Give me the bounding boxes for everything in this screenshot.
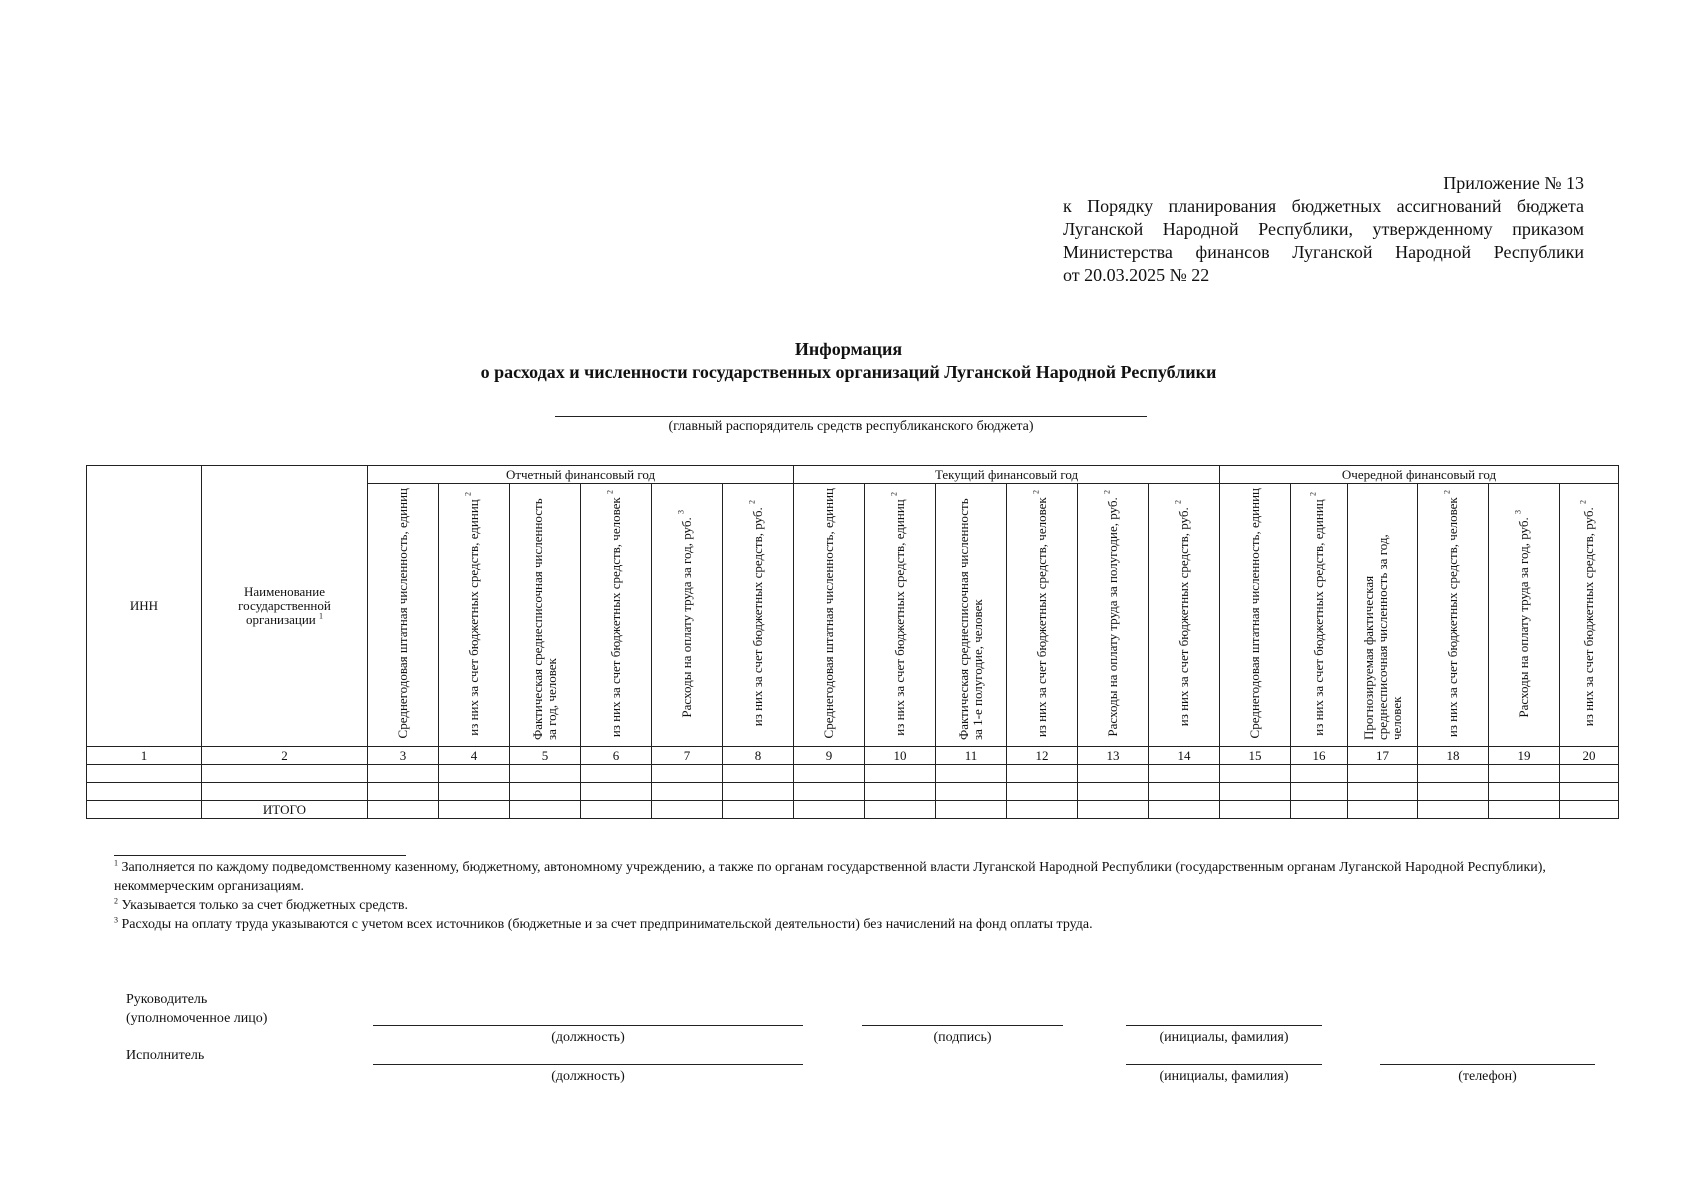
head-position-caption: (должность) [551, 1030, 625, 1045]
column-header-label: Среднегодовая штатная численность, единиц [395, 488, 410, 739]
footnote-ref: 3 [1513, 509, 1523, 514]
table-cell[interactable] [1007, 765, 1078, 783]
total-cell[interactable] [581, 801, 652, 819]
column-header-text [1102, 490, 1121, 737]
total-cell[interactable] [865, 801, 936, 819]
column-header-text [747, 500, 766, 727]
table-cell[interactable] [1078, 765, 1149, 783]
column-header-text [1362, 488, 1404, 740]
head-signature-caption: (подпись) [933, 1030, 992, 1045]
total-cell[interactable] [936, 801, 1007, 819]
column-number: 5 [510, 747, 581, 765]
column-header-text [1173, 500, 1192, 727]
footnote-mark: 2 [114, 896, 118, 906]
table-cell[interactable] [1348, 765, 1418, 783]
column-header [1489, 484, 1560, 747]
appendix-line: к Порядку планирования бюджетных ассигнований бюджета [1063, 196, 1584, 216]
table-cell[interactable] [865, 765, 936, 783]
head-label-sub: (уполномоченное лицо) [126, 1011, 268, 1026]
column-header [1220, 484, 1291, 747]
total-cell[interactable] [510, 801, 581, 819]
column-number: 18 [1418, 747, 1489, 765]
document-subtitle: о расходах и численности государственных организаций Луганской Народной Республики [480, 362, 1217, 382]
executor-initials-line [1126, 1064, 1322, 1065]
head-position-line [373, 1025, 803, 1026]
column-number: 1 [87, 747, 202, 765]
column-header-label: Расходы на оплату труда за год, руб. [1516, 516, 1532, 718]
footnote-text: Заполняется по каждому подведомственному казенному, бюджетному, автономному учреждению, а также по органам государственной власти Луганской Народной Республики (государственным органам Луганской Народной Республики), некоммерческим организациям. [114, 860, 1546, 894]
column-header [1007, 484, 1078, 747]
appendix-line: Луганской Народной Республики, утвержденному приказом [1063, 219, 1584, 239]
column-header-text [396, 488, 410, 738]
table-cell[interactable] [1489, 783, 1560, 801]
column-header [1348, 484, 1418, 747]
column-number: 9 [794, 747, 865, 765]
column-header-label: из них за счет бюджетных средств, единиц [1311, 498, 1327, 736]
column-header [865, 484, 936, 747]
column-header-label: из них за счет бюджетных средств, руб. [750, 507, 766, 727]
table-cell[interactable] [439, 765, 510, 783]
column-header-text [463, 491, 481, 736]
total-cell[interactable] [368, 801, 439, 819]
column-number: 4 [439, 747, 510, 765]
column-header-text [1442, 489, 1461, 738]
table-cell[interactable] [865, 783, 936, 801]
column-header-text [1248, 488, 1262, 738]
footnote-ref: 1 [319, 611, 324, 621]
table-cell[interactable] [1418, 783, 1489, 801]
column-header [1418, 484, 1489, 747]
total-cell[interactable] [1560, 801, 1619, 819]
total-cell[interactable] [1078, 801, 1149, 819]
total-label: ИТОГО [202, 801, 368, 819]
footnote-ref: 2 [463, 491, 473, 496]
table-cell[interactable] [1560, 783, 1619, 801]
column-header-text [822, 488, 836, 738]
column-header-label: из них за счет бюджетных средств, человек [1445, 497, 1461, 738]
column-number: 20 [1560, 747, 1619, 765]
footnote-text: Расходы на оплату труда указываются с учетом всех источников (бюджетные и за счет предпринимательской деятельности) без начислений на фонд оплаты труда. [121, 917, 1093, 932]
table-cell[interactable] [652, 783, 723, 801]
column-header-text [676, 509, 694, 718]
table-cell[interactable] [581, 765, 652, 783]
header-org-name [202, 466, 368, 747]
distributor-line [555, 416, 1147, 417]
total-cell[interactable] [87, 801, 202, 819]
column-header [794, 484, 865, 747]
footnote-mark: 1 [114, 858, 118, 868]
data-table [86, 465, 1619, 819]
head-initials-line [1126, 1025, 1322, 1026]
column-header-label: из них за счет бюджетных средств, человек [1034, 497, 1050, 738]
head-signature-line [862, 1025, 1063, 1026]
column-header-label: из них за счет бюджетных средств, человек [608, 497, 623, 738]
column-header-text [605, 489, 623, 738]
column-number: 8 [723, 747, 794, 765]
executor-initials-caption: (инициалы, фамилия) [1159, 1069, 1289, 1084]
header-org-name-text: Наименование государственной организации [238, 584, 331, 627]
column-number: 6 [581, 747, 652, 765]
column-header-text [1578, 500, 1597, 727]
appendix-line: Министерства финансов Луганской Народной Республики [1063, 242, 1584, 262]
table-cell[interactable] [1007, 783, 1078, 801]
column-header [439, 484, 510, 747]
column-header-text [531, 488, 559, 740]
total-cell[interactable] [723, 801, 794, 819]
group-current-year: Текущий финансовый год [794, 466, 1220, 484]
column-header-label: из них за счет бюджетных средств, руб. [1176, 507, 1192, 727]
table-cell[interactable] [1291, 783, 1348, 801]
column-header [723, 484, 794, 747]
table-cell[interactable] [1418, 765, 1489, 783]
footnote-ref: 2 [605, 489, 615, 494]
column-number: 2 [202, 747, 368, 765]
column-header-text [1308, 491, 1327, 736]
footnote-ref: 2 [889, 491, 899, 496]
column-header-text [957, 488, 985, 740]
table-cell[interactable] [1220, 783, 1291, 801]
column-number: 10 [865, 747, 936, 765]
table-cell[interactable] [1348, 783, 1418, 801]
group-reporting-year: Отчетный финансовый год [368, 466, 794, 484]
table-cell[interactable] [368, 765, 439, 783]
table-cell[interactable] [510, 765, 581, 783]
total-cell[interactable] [1489, 801, 1560, 819]
column-header-label: из них за счет бюджетных средств, единиц [466, 498, 481, 736]
table-cell[interactable] [652, 765, 723, 783]
column-header-label: Фактическая среднесписочная численность за 1-е полугодие, человек [956, 497, 986, 740]
table-cell[interactable] [1489, 765, 1560, 783]
table-cell[interactable] [1149, 783, 1220, 801]
total-cell[interactable] [1149, 801, 1220, 819]
column-header-label: из них за счет бюджетных средств, руб. [1581, 507, 1597, 727]
table-cell[interactable] [368, 783, 439, 801]
table-cell[interactable] [723, 765, 794, 783]
footnote-separator [114, 855, 406, 856]
table-cell[interactable] [87, 765, 202, 783]
footnote-mark: 3 [114, 915, 118, 925]
table-cell[interactable] [1220, 765, 1291, 783]
appendix-date: от 20.03.2025 № 22 [1063, 265, 1210, 285]
table-cell[interactable] [1291, 765, 1348, 783]
distributor-caption: (главный распорядитель средств республиканского бюджета) [668, 419, 1034, 434]
table-cell[interactable] [581, 783, 652, 801]
executor-position-caption: (должность) [551, 1069, 625, 1084]
table-cell[interactable] [723, 783, 794, 801]
footnote-ref: 2 [747, 500, 757, 505]
column-header-label: Среднегодовая штатная численность, единиц [821, 488, 837, 739]
head-initials-caption: (инициалы, фамилия) [1159, 1030, 1289, 1045]
table-cell[interactable] [1078, 783, 1149, 801]
table-cell[interactable] [936, 783, 1007, 801]
column-number: 16 [1291, 747, 1348, 765]
column-header-text [1513, 509, 1532, 718]
column-number: 7 [652, 747, 723, 765]
column-header-label: из них за счет бюджетных средств, единиц [892, 498, 908, 736]
column-header [510, 484, 581, 747]
column-header [1149, 484, 1220, 747]
footnote-ref: 2 [1578, 500, 1588, 505]
column-header [368, 484, 439, 747]
column-number: 19 [1489, 747, 1560, 765]
total-cell[interactable] [794, 801, 865, 819]
column-header [652, 484, 723, 747]
total-cell[interactable] [1220, 801, 1291, 819]
total-cell[interactable] [1007, 801, 1078, 819]
column-header-label: Среднегодовая штатная численность, единиц [1247, 488, 1263, 739]
footnote-ref: 3 [676, 509, 686, 514]
column-header-label: Фактическая среднесписочная численность за год, человек [530, 497, 559, 740]
column-header [1560, 484, 1619, 747]
total-cell[interactable] [1291, 801, 1348, 819]
table-cell[interactable] [1149, 765, 1220, 783]
column-number: 15 [1220, 747, 1291, 765]
table-cell[interactable] [439, 783, 510, 801]
footnotes [114, 858, 1564, 934]
table-cell[interactable] [1560, 765, 1619, 783]
footnote-item [114, 896, 1564, 915]
footnote-ref: 2 [1031, 489, 1041, 494]
column-header-text [889, 491, 908, 736]
column-header-label: Расходы на оплату труда за полугодие, руб. [1105, 497, 1121, 737]
column-header [1078, 484, 1149, 747]
appendix-number: Приложение № 13 [1443, 173, 1584, 193]
footnote-ref: 2 [1102, 490, 1112, 495]
executor-phone-line [1380, 1064, 1595, 1065]
table-cell[interactable] [936, 765, 1007, 783]
executor-position-line [373, 1064, 803, 1065]
group-next-year: Очередной финансовый год [1220, 466, 1619, 484]
executor-label: Исполнитель [126, 1048, 205, 1063]
column-number: 14 [1149, 747, 1220, 765]
table-cell[interactable] [510, 783, 581, 801]
footnote-item [114, 915, 1564, 934]
table-cell[interactable] [794, 765, 865, 783]
total-cell[interactable] [652, 801, 723, 819]
table-cell[interactable] [87, 783, 202, 801]
column-header [581, 484, 652, 747]
document-title: Информация [794, 339, 903, 359]
header-inn: ИНН [87, 466, 202, 747]
footnote-text: Указывается только за счет бюджетных средств. [121, 898, 409, 913]
footnote-ref: 2 [1308, 491, 1318, 496]
column-number: 13 [1078, 747, 1149, 765]
footnote-item [114, 858, 1564, 896]
executor-phone-caption: (телефон) [1458, 1069, 1517, 1084]
column-number: 3 [368, 747, 439, 765]
column-number: 11 [936, 747, 1007, 765]
column-number: 12 [1007, 747, 1078, 765]
footnote-ref: 2 [1173, 500, 1183, 505]
table-cell[interactable] [202, 765, 368, 783]
column-header-label: Расходы на оплату труда за год, руб. [679, 516, 694, 718]
column-header [936, 484, 1007, 747]
column-header-text [1031, 489, 1050, 738]
column-header [1291, 484, 1348, 747]
total-cell[interactable] [439, 801, 510, 819]
appendix-block [1063, 172, 1584, 287]
column-header-label: Прогнозируемая фактическая среднесписочная численность за год, человек [1360, 533, 1404, 740]
footnote-ref: 2 [1442, 489, 1452, 494]
total-cell[interactable] [1418, 801, 1489, 819]
table-cell[interactable] [202, 783, 368, 801]
column-number: 17 [1348, 747, 1418, 765]
head-label: Руководитель [126, 992, 208, 1007]
table-cell[interactable] [794, 783, 865, 801]
total-cell[interactable] [1348, 801, 1418, 819]
